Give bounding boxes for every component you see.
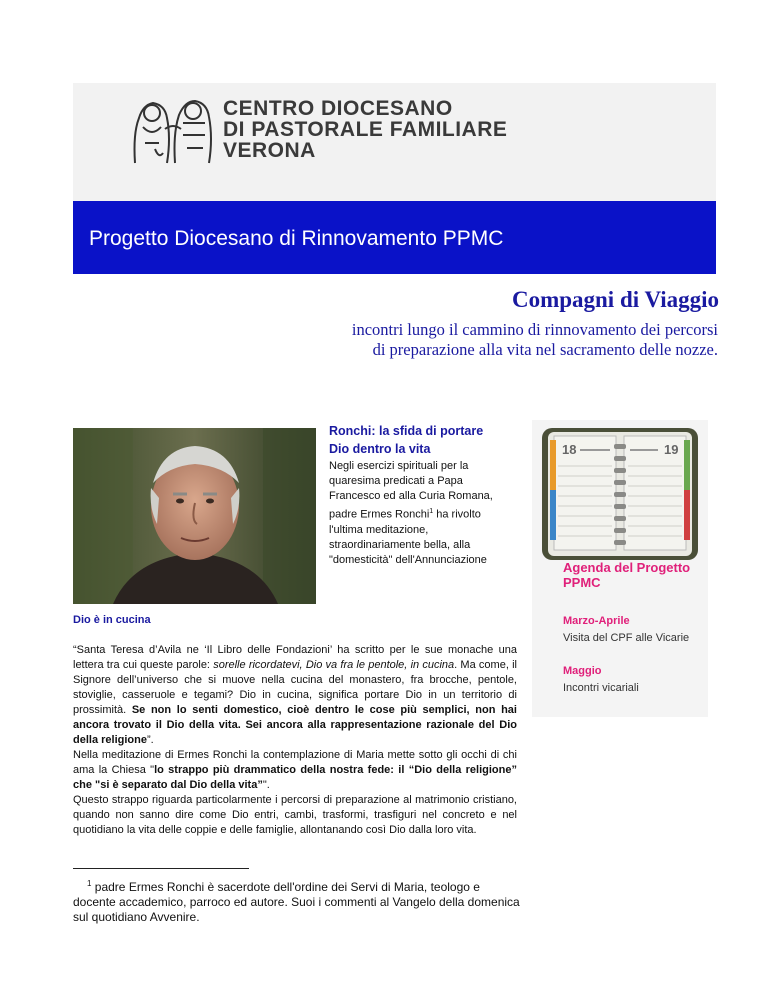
article-body bbox=[73, 643, 517, 838]
article-title-line-2: Dio dentro la vita bbox=[329, 442, 431, 456]
section-heading: Dio è in cucina bbox=[73, 614, 151, 626]
page-subtitle bbox=[238, 320, 718, 360]
diocese-logo bbox=[125, 93, 220, 167]
calendar-day-right: 19 bbox=[664, 442, 679, 457]
p1-text-a: “Santa Teresa d’Avila ne ‘Il Libro delle Fondazioni’ ha scritto per le sue monache una lettera tra cui queste parole: bbox=[73, 644, 517, 671]
agenda-title bbox=[563, 560, 703, 590]
article-title-line-1: Ronchi: la sfida di portare bbox=[329, 424, 484, 438]
project-banner-text: Progetto Diocesano di Rinnovamento PPMC bbox=[89, 227, 504, 250]
calendar-day-left: 18 bbox=[562, 442, 577, 457]
ronchi-photo bbox=[73, 428, 316, 604]
header bbox=[73, 83, 716, 201]
lead-text-a: Negli esercizi spirituali per la quaresima predicati a Papa Francesco ed alla Curia Romana, padre Ermes Ronchi bbox=[329, 460, 493, 521]
p1-end: ”. bbox=[146, 734, 154, 746]
agenda-event: Incontri vicariali bbox=[563, 682, 639, 694]
footnote-ref: 1 bbox=[429, 508, 434, 515]
subtitle-line-2: di preparazione alla vita nel sacramento delle nozze. bbox=[372, 340, 718, 359]
agenda-month: Marzo-Aprile bbox=[563, 615, 630, 627]
agenda-title-line-1: Agenda del Progetto bbox=[563, 560, 691, 575]
agenda-sidebar bbox=[532, 420, 708, 717]
lead-text-b: ha rivolto l'ultima meditazione, straordinariamente bella, alla "domesticità" dell'Annunciazione bbox=[329, 508, 487, 566]
paragraph-2 bbox=[73, 748, 517, 793]
p1-emphasis: Se non lo senti domestico, cioè dentro le cose più semplici, non hai ancora trovato il Dio della vita. Sei ancora alla rappresentazione razionale del Dio della religione bbox=[73, 704, 517, 746]
org-line-3: VERONA bbox=[223, 139, 316, 162]
footnote-marker: 1 bbox=[87, 879, 92, 888]
p2-end: ". bbox=[262, 779, 270, 791]
org-line-1: CENTRO DIOCESANO bbox=[223, 97, 453, 120]
page-title: Compagni di Viaggio bbox=[511, 287, 719, 312]
p1-quote: sorelle ricordatevi, Dio va fra le pentole, in cucina bbox=[213, 659, 455, 671]
project-banner bbox=[73, 201, 716, 274]
agenda-month: Maggio bbox=[563, 665, 602, 677]
subtitle-line-1: incontri lungo il cammino di rinnovamento dei percorsi bbox=[351, 320, 718, 339]
article-lead bbox=[329, 459, 517, 568]
footnote-divider bbox=[73, 868, 249, 869]
org-line-2: DI PASTORALE FAMILIARE bbox=[223, 118, 508, 141]
article-title bbox=[329, 422, 519, 458]
footnote bbox=[73, 876, 523, 925]
agenda-event: Visita del CPF alle Vicarie bbox=[563, 632, 690, 644]
agenda-title-line-2: PPMC bbox=[563, 575, 601, 590]
organization-name bbox=[223, 98, 507, 161]
footnote-text: padre Ermes Ronchi è sacerdote dell'ordine dei Servi di Maria, teologo e docente accademico, parroco ed autore. Suoi i commenti al Vangelo della domenica sul quotidiano Avvenire. bbox=[73, 880, 520, 924]
p1-text-b: . Ma come, il Signore dell’universo che si muove nella cucina del monastero, fra brocche, pentole, stoviglie, casseruole e tegami? Dio in cucina, significa portare Dio in un territorio di prossimità. bbox=[73, 659, 517, 716]
p2-text-a: Nella meditazione di Ermes Ronchi la contemplazione di Maria mette sotto gli occhi di chi ama la Chiesa " bbox=[73, 749, 517, 776]
p2-emphasis: lo strappo più drammatico della nostra fede: il “Dio della religione” che "si è separato dal Dio della vita” bbox=[73, 764, 517, 791]
calendar-icon bbox=[540, 426, 700, 562]
paragraph-1 bbox=[73, 643, 517, 748]
paragraph-3: Questo strappo riguarda particolarmente i percorsi di preparazione al matrimonio cristiano, quando non sanno dire come Dio entri, cambi, trasformi, trasfiguri nel concreto e nel quotidiano la vita delle coppie e delle famiglie, allontanando così Dio dalla loro vita. bbox=[73, 794, 517, 836]
